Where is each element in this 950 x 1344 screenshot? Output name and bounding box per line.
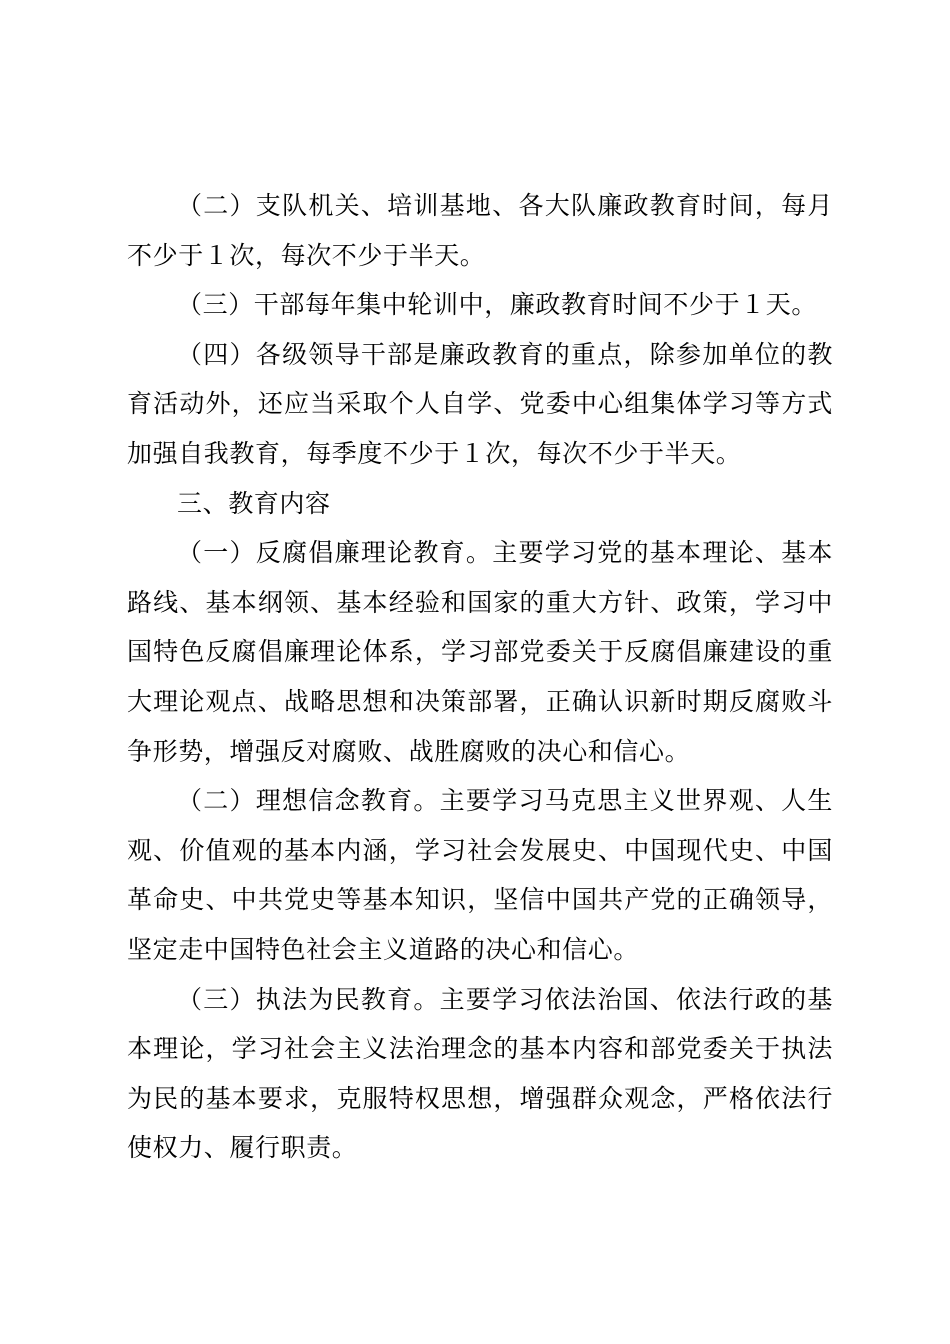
paragraph-law-enforcement-for-people: （三）执法为民教育。主要学习依法治国、依法行政的基本理论，学习社会主义法治理念的基本内容和部党委关于执法为民的基本要求，克服特权思想，增强群众观念，严格依法行使权力、履行职责。 — [127, 984, 833, 1163]
document-body — [127, 181, 833, 1173]
paragraph-cadre-rotation-training: （三）干部每年集中轮训中，廉政教育时间不少于１天。 — [177, 290, 818, 320]
paragraph-anti-corruption-theory: （一）反腐倡廉理论教育。主要学习党的基本理论、基本路线、基本纲领、基本经验和国家的重大方针、政策，学习中国特色反腐倡廉理论体系，学习部党委关于反腐倡廉建设的重大理论观点、战略思想和决策部署，正确认识新时期反腐败斗争形势，增强反对腐败、战胜腐败的决心和信心。 — [127, 538, 833, 766]
paragraph-training-time-monthly: （二）支队机关、培训基地、各大队廉政教育时间，每月不少于１次，每次不少于半天。 — [127, 191, 833, 270]
section-heading-education-content: 三、教育内容 — [177, 488, 331, 518]
paragraph-leader-self-education: （四）各级领导干部是廉政教育的重点，除参加单位的教育活动外，还应当采取个人自学、党委中心组集体学习等方式加强自我教育，每季度不少于１次，每次不少于半天。 — [127, 339, 833, 468]
paragraph-ideals-beliefs: （二）理想信念教育。主要学习马克思主义世界观、人生观、价值观的基本内涵，学习社会发展史、中国现代史、中国革命史、中共党史等基本知识，坚信中国共产党的正确领导，坚定走中国特色社会主义道路的决心和信心。 — [127, 786, 833, 964]
